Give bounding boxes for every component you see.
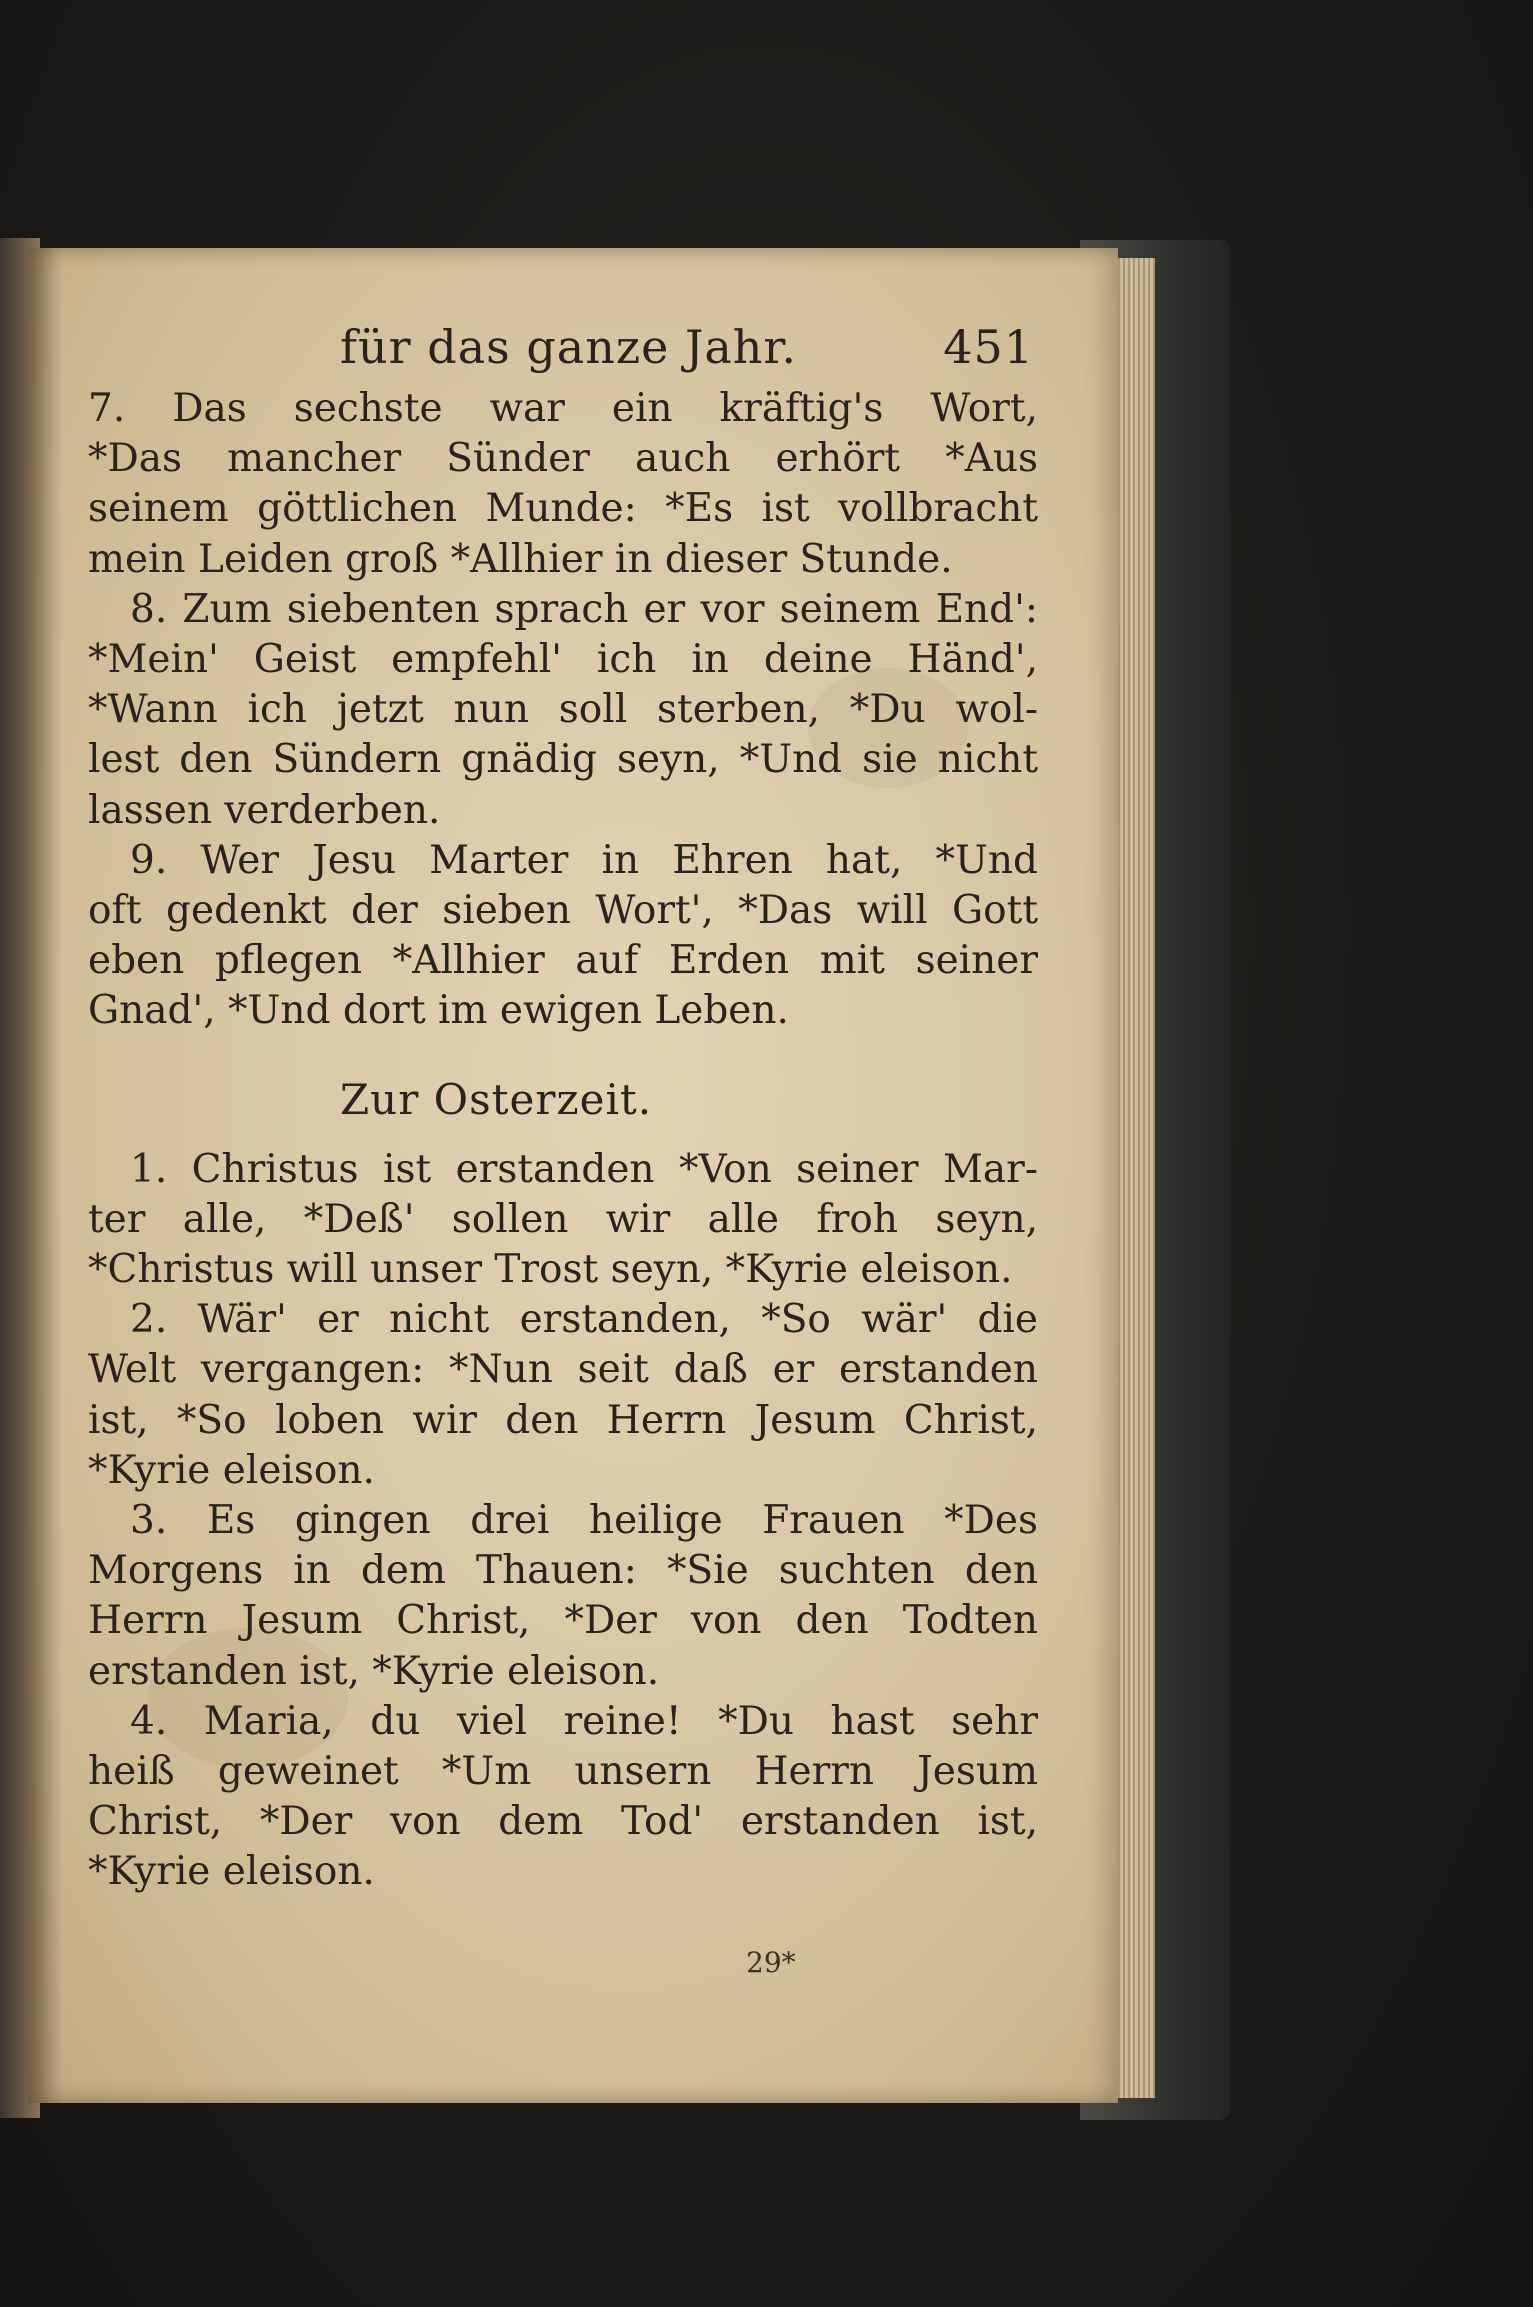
- text-line: 1. Christus ist erstanden *Von seiner Mar-: [130, 1146, 1038, 1192]
- text-line: 4. Maria, du viel reine! *Du hast sehr: [130, 1698, 1038, 1744]
- text-line: Christ, *Der von dem Tod' erstanden ist,: [88, 1799, 1038, 1845]
- text-line: ter alle, *Deß' sollen wir alle froh seyn,: [88, 1196, 1038, 1242]
- text-line: Herrn Jesum Christ, *Der von den Todten: [88, 1598, 1038, 1644]
- text-line: eben pflegen *Allhier auf Erden mit seiner: [88, 938, 1038, 984]
- page-text: [88, 314, 1038, 1898]
- text-line: 2. Wär' er nicht erstanden, *So wär' die: [130, 1297, 1038, 1343]
- text-line: *Christus will unser Trost seyn, *Kyrie eleison.: [88, 1247, 1013, 1293]
- text-line: Morgens in dem Thauen: *Sie suchten den: [88, 1548, 1038, 1594]
- running-head: [88, 314, 1038, 384]
- section-heading: Zur Osterzeit.: [340, 1074, 653, 1124]
- text-line: *Kyrie eleison.: [88, 1849, 375, 1895]
- text-line: *Das mancher Sünder auch erhört *Aus: [88, 436, 1038, 482]
- text-line: heiß geweinet *Um unsern Herrn Jesum: [88, 1749, 1038, 1795]
- text-line: ist, *So loben wir den Herrn Jesum Christ,: [88, 1397, 1038, 1443]
- gutter-shadow: [28, 248, 62, 2103]
- text-line: seinem göttlichen Munde: *Es ist vollbracht: [88, 486, 1038, 532]
- text-line: *Wann ich jetzt nun soll sterben, *Du wol-: [88, 687, 1038, 733]
- text-line: *Mein' Geist empfehl' ich in deine Händ',: [88, 637, 1038, 683]
- page-number: 451: [943, 320, 1034, 374]
- signature-mark: 29*: [746, 1946, 796, 1979]
- text-line: 9. Wer Jesu Marter in Ehren hat, *Und: [130, 837, 1038, 883]
- text-line: oft gedenkt der sieben Wort', *Das will Gott: [88, 888, 1038, 934]
- text-line: 7. Das sechste war ein kräftig's Wort,: [88, 386, 1038, 431]
- text-line: lest den Sündern gnädig seyn, *Und sie nicht: [88, 737, 1038, 783]
- text-line: Gnad', *Und dort im ewigen Leben.: [88, 988, 789, 1034]
- text-line: Welt vergangen: *Nun seit daß er erstanden: [88, 1347, 1038, 1393]
- text-line: mein Leiden groß *Allhier in dieser Stunde.: [88, 536, 953, 582]
- text-line: 3. Es gingen drei heilige Frauen *Des: [130, 1498, 1038, 1544]
- text-line: lassen verderben.: [88, 787, 441, 833]
- text-line: 8. Zum siebenten sprach er vor seinem End':: [130, 586, 1038, 632]
- running-title: für das ganze Jahr.: [340, 320, 797, 374]
- book-page: [28, 248, 1118, 2103]
- text-line: erstanden ist, *Kyrie eleison.: [88, 1648, 660, 1694]
- text-line: *Kyrie eleison.: [88, 1447, 375, 1493]
